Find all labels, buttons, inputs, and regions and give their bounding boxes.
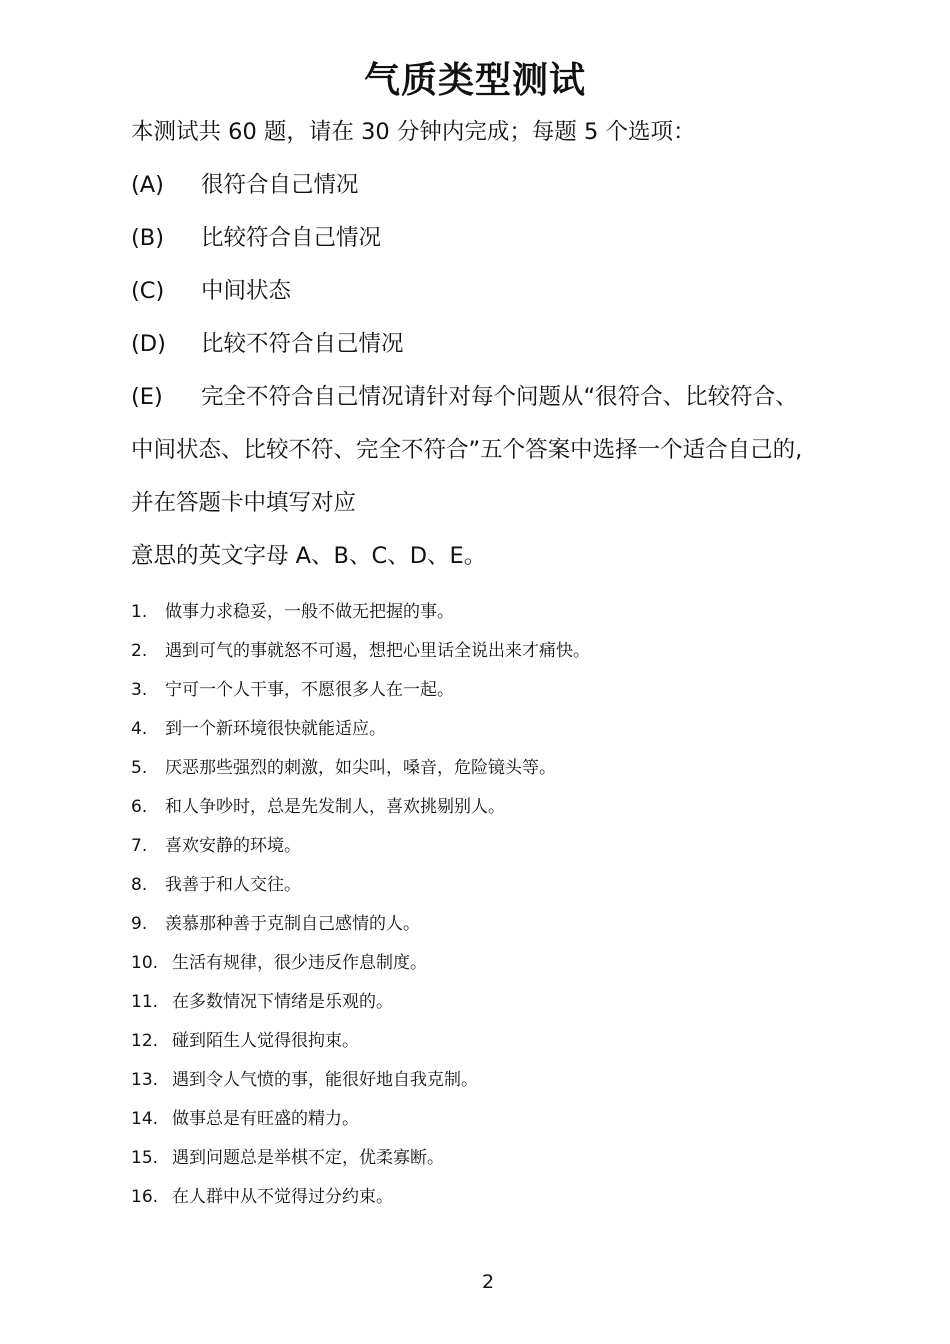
option-text: 比较不符合自己情况 [201,331,404,357]
instruction-line: 中间状态、比较不符、完全不符合”五个答案中选择一个适合自己的, [131,437,803,463]
question-number: 16. [131,1187,159,1207]
question-number: 5. [131,758,148,778]
instruction-line: 并在答题卡中填写对应 [131,490,357,516]
question-text: 遇到可气的事就怒不可遏，想把心里话全说出来才痛快。 [165,641,590,661]
option-letter: (B) [131,225,164,251]
question-text: 羡慕那种善于克制自己感情的人。 [165,914,420,934]
instruction-line: 意思的英文字母 A、B、C、D、E。 [131,543,487,569]
question-number: 3. [131,680,148,700]
question-item [131,834,301,858]
question-item [131,912,420,936]
option-b [131,223,381,253]
option-a [131,170,359,200]
option-text: 完全不符合自己情况请针对每个问题从“很符合、比较符合、 [201,384,798,410]
question-item [131,717,386,741]
question-item [131,639,590,663]
question-number: 8. [131,875,148,895]
question-item [131,678,454,702]
question-item [131,1146,444,1170]
question-number: 15. [131,1148,159,1168]
question-text: 在多数情况下情绪是乐观的。 [172,992,393,1012]
question-text: 厌恶那些强烈的刺激，如尖叫，嗓音，危险镜头等。 [165,758,556,778]
option-letter: (D) [131,331,166,357]
intro-text: 本测试共 60 题，请在 30 分钟内完成；每题 5 个选项： [131,119,696,145]
page-number: 2 [481,1271,495,1293]
question-number: 6. [131,797,148,817]
question-item [131,1068,478,1092]
question-text: 喜欢安静的环境。 [165,836,301,856]
option-letter: (E) [131,384,163,410]
question-item [131,951,427,975]
question-text: 碰到陌生人觉得很拘束。 [172,1031,359,1051]
question-number: 2. [131,641,148,661]
question-item [131,795,505,819]
option-d [131,329,404,359]
question-number: 4. [131,719,148,739]
option-e [131,382,798,412]
question-item [131,1107,359,1131]
question-item [131,1029,359,1053]
question-number: 14. [131,1109,159,1129]
question-text: 做事力求稳妥，一般不做无把握的事。 [165,602,454,622]
option-text: 比较符合自己情况 [201,225,382,251]
option-text: 中间状态 [201,278,292,304]
question-number: 12. [131,1031,159,1051]
question-item [131,600,454,624]
question-item [131,1185,393,1209]
question-number: 11. [131,992,159,1012]
question-text: 到一个新环境很快就能适应。 [165,719,386,739]
option-letter: (A) [131,172,164,198]
question-number: 13. [131,1070,159,1090]
question-text: 遇到问题总是举棋不定，优柔寡断。 [172,1148,444,1168]
question-text: 在人群中从不觉得过分约束。 [172,1187,393,1207]
page-title: 气质类型测试 [363,60,586,101]
option-text: 很符合自己情况 [201,172,359,198]
question-item [131,990,393,1014]
question-text: 生活有规律，很少违反作息制度。 [172,953,427,973]
question-text: 我善于和人交往。 [165,875,301,895]
question-text: 做事总是有旺盛的精力。 [172,1109,359,1129]
question-item [131,873,301,897]
option-letter: (C) [131,278,165,304]
question-number: 9. [131,914,148,934]
question-item [131,756,556,780]
question-text: 遇到令人气愤的事，能很好地自我克制。 [172,1070,478,1090]
question-text: 和人争吵时，总是先发制人，喜欢挑剔别人。 [165,797,505,817]
option-c [131,276,291,306]
question-number: 1. [131,602,148,622]
question-number: 10. [131,953,159,973]
question-text: 宁可一个人干事，不愿很多人在一起。 [165,680,454,700]
question-number: 7. [131,836,148,856]
